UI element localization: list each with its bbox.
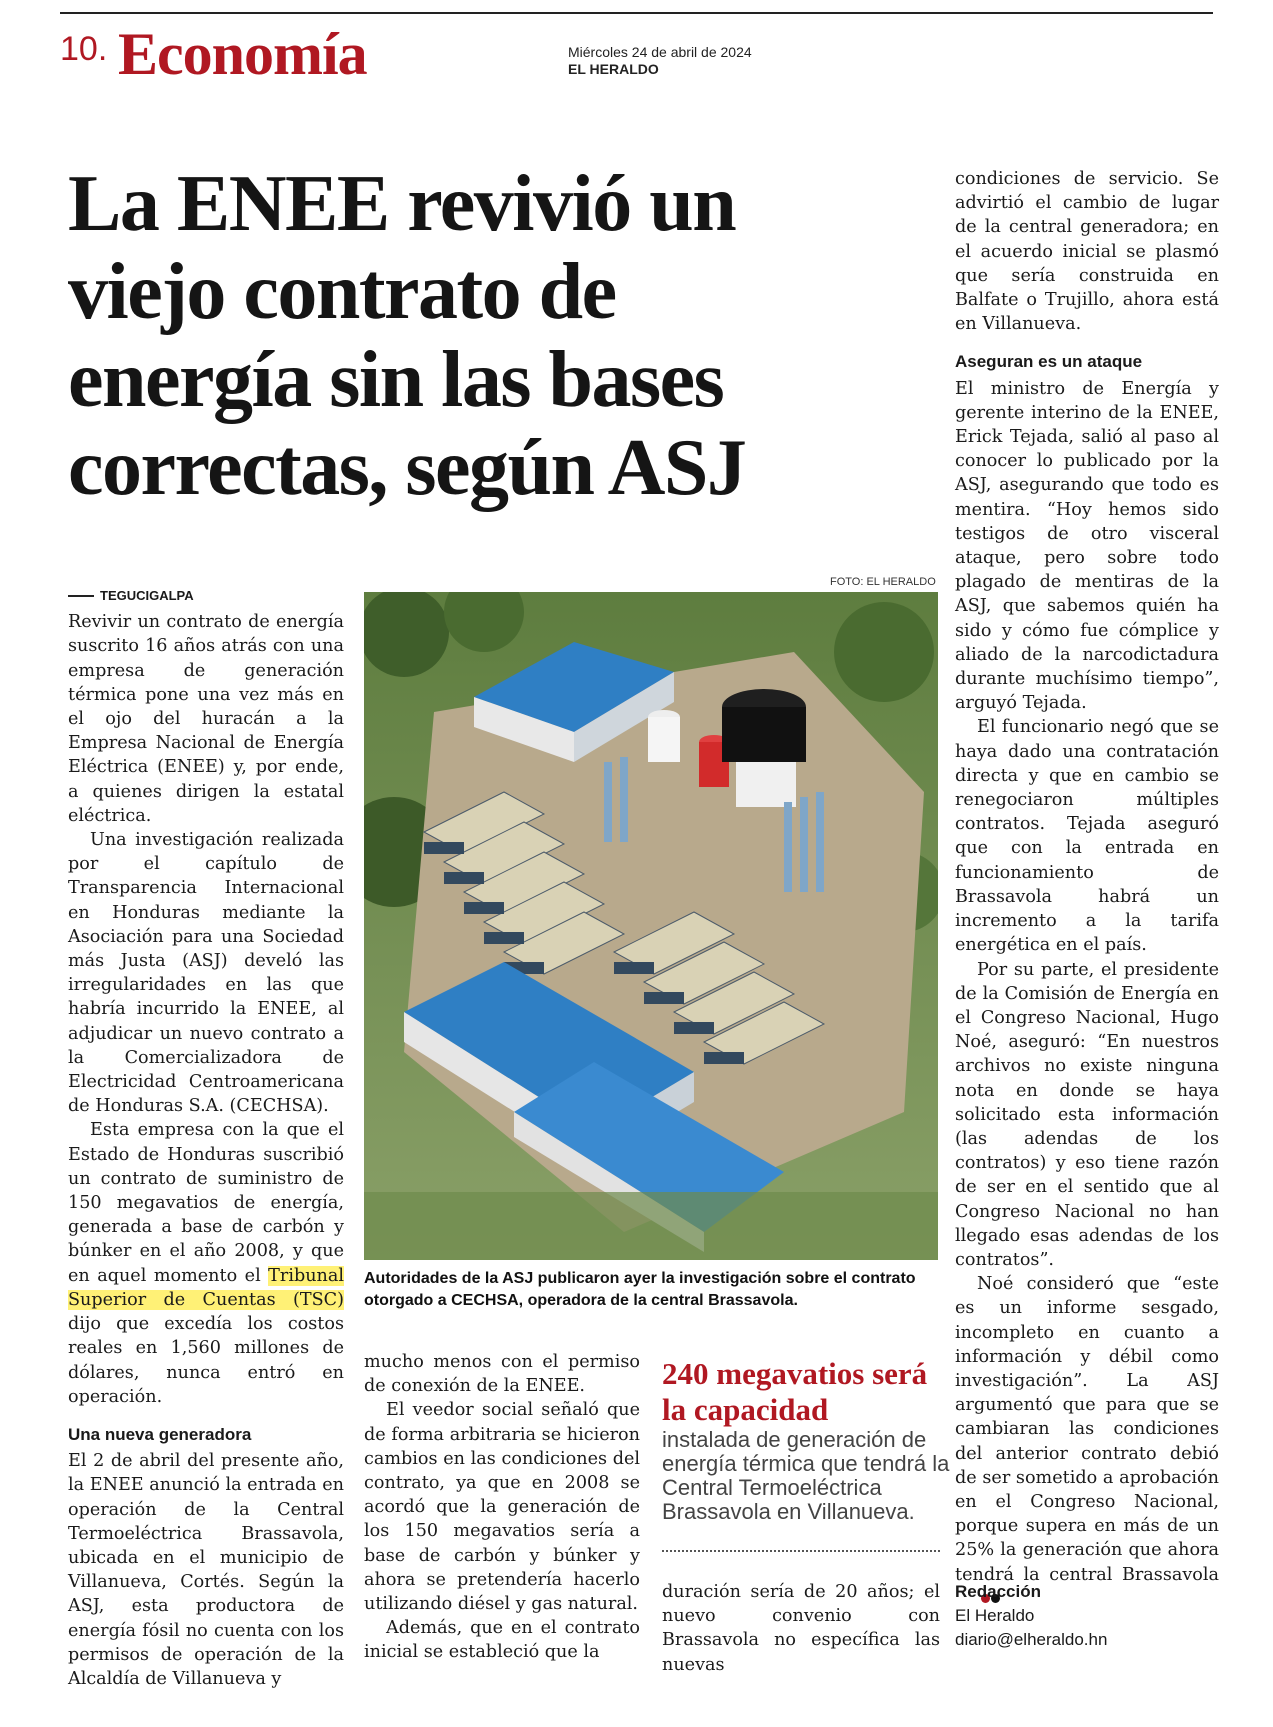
- headline-line: La ENEE revivió un: [68, 160, 736, 248]
- paragraph: condiciones de servicio. Se advirtió el cambio de lugar de la central generadora; en el acuerdo inicial se plasmó que sería construida en Balfate o Trujillo, ahora está en Villanueva.: [955, 169, 1219, 335]
- headline-line: energía sin las bases: [68, 336, 724, 424]
- page-number: 10.: [60, 30, 108, 68]
- pullquote-divider: [662, 1550, 940, 1552]
- paragraph: El funcionario negó que se haya dado una contratación directa y que en cambio se renegociaron múltiples contratos. Tejada aseguró que con la entrada en funcionamiento de Brassavola habrá un incremento a la tarifa energética en el país.: [955, 717, 1219, 956]
- article-column-3: [662, 1580, 940, 1677]
- paragraph-text: dijo que excedía los costos reales en 1,560 millones de dólares, nunca entró en operación.: [68, 1314, 344, 1407]
- paragraph: Revivir un contrato de energía suscrito 16 años atrás con una empresa de generación térmica pone una vez más en el ojo del huracán a la Empresa Nacional de Energía Eléctrica (ENEE) y, por ende, a quienes dirigen la estatal eléctrica.: [68, 612, 344, 826]
- paragraph: Una investigación realizada por el capítulo de Transparencia Internacional en Honduras mediante la Asociación para una Sociedad más Justa (ASJ) develó las irregularidades en las que habría incurrido la ENEE, al adjudicar un nuevo contrato a la Comercializadora de Electricidad Centroamericana de Honduras S.A. (CECHSA).: [68, 830, 344, 1117]
- paragraph-text: Noé consideró que “este es un informe sesgado, incompleto en cuanto a información y débil como investigación”. La ASJ argumentó que para que se cambiaran las condiciones del anterior contrato debió de ser sometido a aprobación en el Congreso Nacional, porque supera en más de un 25% la generación que ahora tendrá la central Brassavola: [955, 1274, 1219, 1585]
- subhead: Una nueva generadora: [68, 1424, 252, 1444]
- issue-dateline: [568, 44, 752, 78]
- dateline-rule: [68, 595, 94, 597]
- paragraph: El ministro de Energía y gerente interino de la ENEE, Erick Tejada, salió al paso al conocer lo publicado por la ASJ, asegurando que todo es mentira. “Hoy hemos sido testigos de otro visceral ataque, pero sobre todo plagado de mentiras de la ASJ, que sabemos quién ha sido y cómo fue cómplice y aliado de la narcodictadura durante muchísimo tiempo”, arguyó Tejada.: [955, 378, 1219, 714]
- paragraph: [68, 1118, 344, 1408]
- paragraph: Por su parte, el presidente de la Comisión de Energía en el Congreso Nacional, Hugo Noé, aseguró: “En nuestros archivos no existe ninguna nota en donde se haya solicitado esta información (las adendas de los contratos) y eso tiene razón de ser en el sentido que al Congreso Nacional no han llegado esas adendas de los contratos”.: [955, 959, 1219, 1270]
- publication-name: EL HERALDO: [568, 61, 659, 77]
- photo-illustration: [364, 592, 938, 1260]
- article-column-1: [68, 584, 344, 1691]
- article-column-4: [955, 167, 1219, 1611]
- headline-line: viejo contrato de: [68, 248, 616, 336]
- byline-label: Redacción: [955, 1582, 1041, 1601]
- headline: [68, 160, 938, 512]
- paragraph: Además, que en el contrato inicial se estableció que la: [364, 1618, 640, 1663]
- byline: [955, 1580, 1107, 1652]
- headline-line: correctas, según ASJ: [68, 424, 746, 512]
- paragraph-text: Esta empresa con la que el Estado de Honduras suscribió un contrato de suministro de 150 megavatios de energía, generada a base de carbón y búnker en el año 2008, y que en aquel momento el: [68, 1120, 344, 1286]
- top-rule: [60, 12, 1213, 14]
- paragraph: [955, 1272, 1219, 1611]
- issue-date: Miércoles 24 de abril de 2024: [568, 44, 752, 60]
- section-title: Economía: [118, 21, 367, 87]
- paragraph: El 2 de abril del presente año, la ENEE anunció la entrada en operación de la Central Termoeléctrica Brassavola, ubicada en el municipio de Villanueva, Cortés. Según la ASJ, esta productora de energía fósil no cuenta con los permisos de operación de la Alcaldía de Villanueva y: [68, 1451, 344, 1689]
- paragraph: El veedor social señaló que de forma arbitraria se hicieron cambios en las condiciones del contrato, ya que en 2008 se acordó que la generación de los 150 megavatios sería a base de carbón y búnker y ahora se pretendería hacerlo utilizando diésel y gas natural.: [364, 1400, 640, 1615]
- aerial-power-plant-photo: [364, 592, 938, 1260]
- article-column-2: [364, 1350, 640, 1665]
- pullquote-body: instalada de generación de energía térmica que tendrá la Central Termoeléctrica Brassavola en Villanueva.: [662, 1427, 950, 1524]
- dateline-city: TEGUCIGALPA: [100, 588, 194, 603]
- subhead: Aseguran es un ataque: [955, 352, 1143, 372]
- photo-caption: Autoridades de la ASJ publicaron ayer la investigación sobre el contrato otorgado a CECHSA, operadora de la central Brassavola.: [364, 1270, 916, 1309]
- byline-email[interactable]: diario@elheraldo.hn: [955, 1630, 1108, 1649]
- pullquote-title: 240 megavatios será la capacidad: [662, 1356, 928, 1427]
- highlighted-text: Tribunal Superior de Cuentas (TSC): [68, 1265, 344, 1310]
- paragraph: mucho menos con el permiso de conexión de la ENEE.: [364, 1352, 640, 1397]
- byline-outlet: El Heraldo: [955, 1606, 1035, 1625]
- article-dateline: [68, 584, 344, 608]
- photo-credit: FOTO: EL HERALDO: [830, 576, 936, 588]
- paragraph: duración sería de 20 años; el nuevo convenio con Brassavola no específica las nuevas: [662, 1582, 940, 1675]
